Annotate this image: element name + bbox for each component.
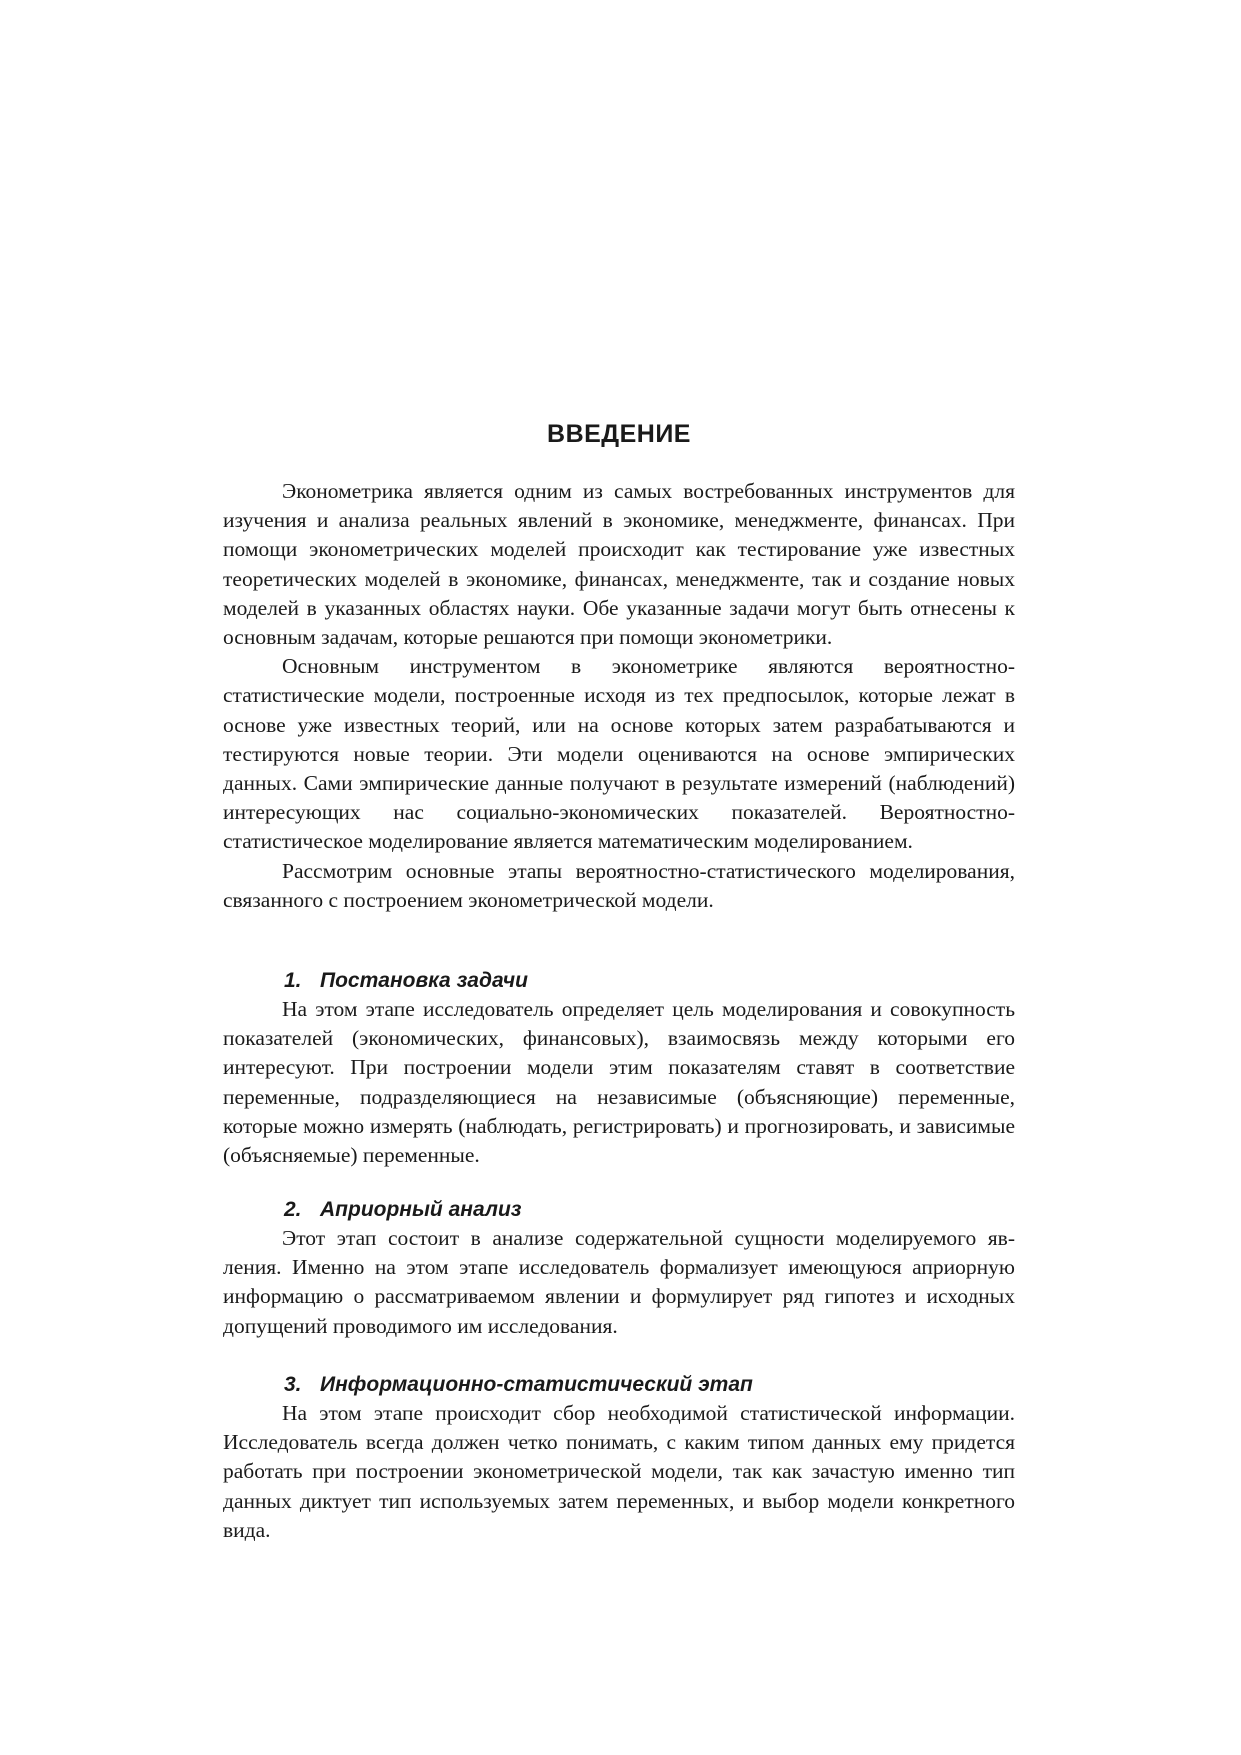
page-title: ВВЕДЕНИЕ bbox=[547, 420, 691, 448]
intro-paragraph-1: Эконометрика является одним из самых востребованных инструментов для изучения и анализа реальных явлений в экономике, менеджменте, финансах. При помощи эконометрических моделей происходит как тестирование уже известных теоретических моделей в экономике, финансах, менеджменте, так и создание новых моделей в указанных областях науки. Обе указанные задачи могут быть отнесены к основным задачам, которые решаются при помощи эконометрики. bbox=[223, 479, 1015, 650]
section-1-title: Постановка задачи bbox=[320, 969, 528, 992]
section-3-number: 3. bbox=[284, 1373, 302, 1396]
section-2-heading bbox=[223, 1195, 1015, 1224]
section-2-text: Этот этап состоит в анализе содержательной сущности моделируемого явления. Именно на этом этапе исследователь формализует имеющуюся априорную информацию о рассматриваемом явлении и формулирует ряд гипотез и исходных допущений проводимого им исследования. bbox=[223, 1226, 1015, 1338]
section-1 bbox=[223, 966, 1015, 1170]
section-2-title: Априорный анализ bbox=[320, 1198, 522, 1221]
intro-paragraph-2: Основным инструментом в эконометрике являются вероятностно-статистические модели, построенные исходя из тех предпосылок, которые лежат в основе уже известных теорий, или на основе которых затем разрабатываются и тестируются новые теории. Эти модели оцениваются на основе эмпирических данных. Сами эмпирические данные получают в результате измерений (наблюдений) интересующих нас социально-экономических показателей. Вероятностно-статистическое моделирование является математическим моделированием. bbox=[223, 654, 1015, 854]
section-3-text: На этом этапе происходит сбор необходимой статистической информации. Исследователь всегда должен четко понимать, с каким типом данных ему придется работать при построении эконометрической модели, так как зачастую именно тип данных диктует тип используемых затем переменных, и выбор модели конкретного вида. bbox=[223, 1401, 1015, 1542]
section-1-heading bbox=[223, 966, 1015, 995]
section-1-text: На этом этапе исследователь определяет цель моделирования и совокупность показателей (экономических, финансовых), взаимосвязь между которыми его интересуют. При построении модели этим показателям ставят в соответствие переменные, подразделяющиеся на независимые (объясняющие) переменные, которые можно измерять (наблюдать, регистрировать) и прогнозировать, и зависимые (объясняемые) переменные. bbox=[223, 997, 1015, 1168]
section-3-heading bbox=[223, 1370, 1015, 1399]
intro-section bbox=[223, 477, 1015, 915]
section-3 bbox=[223, 1370, 1015, 1545]
intro-paragraph-3: Рассмотрим основные этапы вероятностно-статистического моделирования, связанного с построением эконометрической модели. bbox=[223, 858, 1015, 912]
section-2-number: 2. bbox=[284, 1198, 302, 1221]
section-3-title: Информационно-статистический этап bbox=[320, 1373, 753, 1396]
section-1-number: 1. bbox=[284, 969, 302, 992]
section-2 bbox=[223, 1195, 1015, 1341]
